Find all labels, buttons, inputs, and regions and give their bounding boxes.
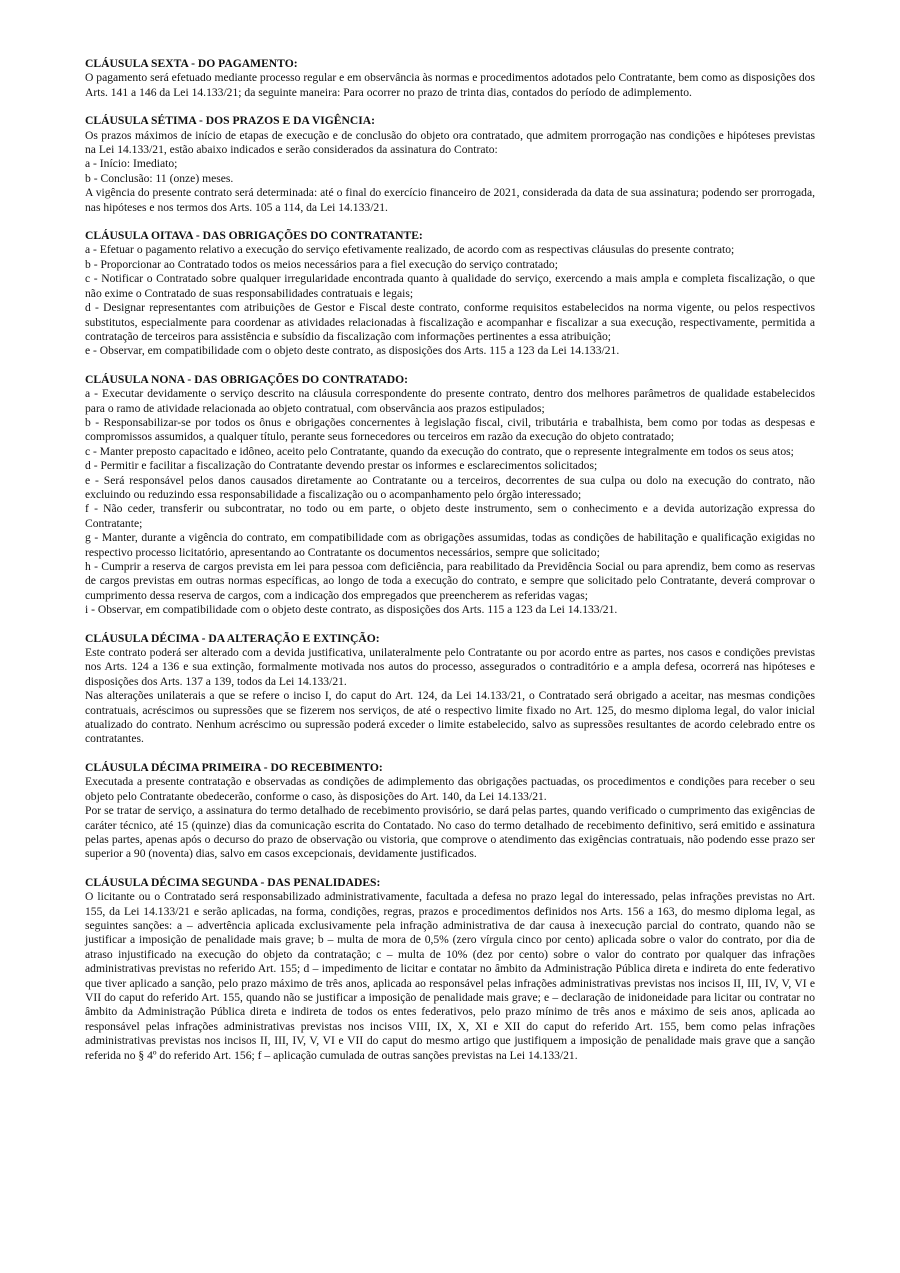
- clause-paragraph: Por se tratar de serviço, a assinatura do termo detalhado de recebimento provisório, se dará pelas partes, quando verificado o cumprimento das exigências de caráter técnico, até 15 (quinze) dias da comunicação escrita do Contatado. No caso do termo detalhado de recebimento definitivo, será emitido e assinatura pelas partes, apenas após o decurso do prazo de observação ou vistoria, que comprove o atendimento das exigências contratuais, não podendo esse prazo ser superior a 90 (noventa) dias, salvo em casos excepcionais, devidamente justificados.: [85, 804, 815, 861]
- clause-decima-primeira: [85, 761, 815, 862]
- clause-heading: CLÁUSULA DÉCIMA PRIMEIRA - DO RECEBIMENTO:: [85, 760, 383, 774]
- clause-item: a - Efetuar o pagamento relativo a execução do serviço efetivamente realizado, de acordo com as respectivas cláusulas do presente contrato;: [85, 243, 735, 257]
- clause-item: f - Não ceder, transferir ou subcontratar, no todo ou em parte, o objeto deste instrumento, sem o conhecimento e a devida autorização expressa do Contratante;: [85, 502, 815, 530]
- clause-sexta: [85, 57, 815, 100]
- clause-item: e - Observar, em compatibilidade com o objeto deste contrato, as disposições dos Arts. 115 a 123 da Lei 14.133/21.: [85, 344, 620, 358]
- clause-paragraph: O licitante ou o Contratado será responsabilizado administrativamente, facultada a defesa no prazo legal do interessado, pelas infrações previstas no Art. 155, da Lei 14.133/21 e serão aplicadas, na forma, condições, regras, prazos e procedimentos definidos nos Arts. 156 a 163, do mesmo diploma legal, as seguintes sanções: a – advertência aplicada exclusivamente pela infração administrativa de dar causa à inexecução parcial do contrato, quando não se justificar a imposição de penalidade mais grave; b – multa de mora de 0,5% (zero vírgula cinco por cento) aplicada sobre o valor do contrato, por dia de atraso injustificado na execução do objeto da contratação; c – multa de 10% (dez por cento) sobre o valor do contrato por qualquer das infrações administrativas previstas no referido Art. 155; d – impedimento de licitar e contatar no âmbito da Administração Pública direta e indireta do ente federativo que tiver aplicado a sanção, pelo prazo máximo de três anos, aplicada ao responsável pelas infrações administrativas previstas nos incisos II, III, IV, V, VI e VII do caput do referido Art. 155, quando não se justificar a imposição de penalidade mais grave; e – declaração de inidoneidade para licitar ou contratar no âmbito da Administração Pública direta e indireta de todos os entes federativos, pelo prazo mínimo de três anos e máximo de seis anos, aplicada ao responsável pelas infrações administrativas previstas nos incisos VIII, IX, X, XI e XII do caput do referido Art. 155, bem como pelas infrações administrativas previstas nos incisos II, III, IV, V, VI e VII do caput do mesmo artigo que justifiquem a imposição de penalidade mais grave que a sanção referida no § 4º do referido Art. 156; f – aplicação cumulada de outras sanções previstas na Lei 14.133/21.: [85, 890, 815, 1062]
- clause-item: i - Observar, em compatibilidade com o objeto deste contrato, as disposições dos Arts. 115 a 123 da Lei 14.133/21.: [85, 603, 618, 617]
- clause-heading: CLÁUSULA NONA - DAS OBRIGAÇÕES DO CONTRATADO:: [85, 372, 408, 386]
- clause-item: a - Início: Imediato;: [85, 157, 178, 171]
- clause-item: b - Proporcionar ao Contratado todos os meios necessários para a fiel execução do serviço contratado;: [85, 257, 558, 271]
- clause-item: e - Será responsável pelos danos causados diretamente ao Contratante ou a terceiros, decorrentes de sua culpa ou dolo na execução do contrato, não excluindo ou reduzindo essa responsabilidade a fiscalização ou o acompanhamento pelo órgão interessado;: [85, 473, 815, 501]
- clause-paragraph: Executada a presente contratação e observadas as condições de adimplemento das obrigações pactuadas, os procedimentos e condições para receber o seu objeto pelo Contratante obedecerão, conforme o caso, às disposições do Art. 140, da Lei 14.133/21.: [85, 775, 815, 803]
- clause-item: d - Permitir e facilitar a fiscalização do Contratante devendo prestar os informes e esclarecimentos solicitados;: [85, 459, 598, 473]
- clause-decima: [85, 632, 815, 747]
- clause-paragraph: O pagamento será efetuado mediante processo regular e em observância às normas e procedimentos adotados pelo Contratante, bem como as disposições dos Arts. 141 a 146 da Lei 14.133/21; da seguinte maneira: Para ocorrer no prazo de trinta dias, contados do período de adimplemento.: [85, 71, 815, 99]
- clause-setima: [85, 114, 815, 215]
- clause-heading: CLÁUSULA SÉTIMA - DOS PRAZOS E DA VIGÊNCIA:: [85, 114, 376, 128]
- clause-item: h - Cumprir a reserva de cargos prevista em lei para pessoa com deficiência, para reabilitado da Previdência Social ou para aprendiz, bem como as reservas de cargos previstas em outras normas específicas, ao longo de toda a execução do contrato, e sempre que solicitado pelo Contratante, deverá comprovar o cumprimento dessa reserva de cargos, com a indicação dos empregados que preencherem as referidas vagas;: [85, 560, 815, 602]
- clause-item: d - Designar representantes com atribuições de Gestor e Fiscal deste contrato, conforme requisitos estabelecidos na norma vigente, ou pelos respectivos substitutos, especialmente para coordenar as atividades relacionadas à fiscalização e acompanhar e fiscalizar a sua execução, respectivamente, permitida a contratação de terceiros para assistência e subsídio da fiscalização com informações pertinentes a essa atribuição;: [85, 301, 815, 343]
- clause-heading: CLÁUSULA SEXTA - DO PAGAMENTO:: [85, 57, 298, 70]
- clause-item: c - Manter preposto capacitado e idôneo, aceito pelo Contratante, quando da execução do contrato, que o represente integralmente em todos os seus atos;: [85, 444, 794, 458]
- clause-item: b - Responsabilizar-se por todos os ônus e obrigações concernentes à legislação fiscal, civil, tributária e trabalhista, bem como por todas as despesas e compromissos assumidos, a qualquer título, perante seus fornecedores ou terceiros em razão da execução do objeto contratado;: [85, 415, 815, 444]
- clause-item: b - Conclusão: 11 (onze) meses.: [85, 171, 234, 185]
- clause-paragraph: Nas alterações unilaterais a que se refere o inciso I, do caput do Art. 124, da Lei 14.133/21, o Contratado será obrigado a aceitar, nas mesmas condições contratuais, acréscimos ou supressões que se fizerem nos serviços, de até o respectivo limite fixado no Art. 125, do mesmo diploma legal, do valor inicial atualizado do contrato. Nenhum acréscimo ou supressão poderá exceder o limite estabelecido, salvo as supressões resultantes de acordo celebrado entre os contratantes.: [85, 689, 815, 746]
- clause-paragraph: Os prazos máximos de início de etapas de execução e de conclusão do objeto ora contratado, que admitem prorrogação nas condições e hipóteses previstas na Lei 14.133/21, estão abaixo indicados e serão considerados da assinatura do Contrato:: [85, 128, 815, 157]
- clause-nona: [85, 373, 815, 618]
- clause-oitava: [85, 229, 815, 359]
- clause-item: a - Executar devidamente o serviço descrito na cláusula correspondente do presente contrato, dentro dos melhores parâmetros de qualidade estabelecidos para o ramo de atividade relacionada ao objeto contratual, com observância aos prazos estipulados;: [85, 387, 815, 415]
- clause-decima-segunda: [85, 876, 815, 1063]
- clause-item: g - Manter, durante a vigência do contrato, em compatibilidade com as obrigações assumidas, todas as condições de habilitação e qualificação exigidas no respectivo processo licitatório, apresentando ao Contratante os documentos necessários, sempre que solicitado;: [85, 531, 815, 559]
- clause-paragraph: A vigência do presente contrato será determinada: até o final do exercício financeiro de 2021, considerada da data de sua assinatura; podendo ser prorrogada, nas hipóteses e nos termos dos Arts. 105 a 114, da Lei 14.133/21.: [85, 186, 815, 214]
- clause-heading: CLÁUSULA OITAVA - DAS OBRIGAÇÕES DO CONTRATANTE:: [85, 229, 423, 243]
- clause-item: c - Notificar o Contratado sobre qualquer irregularidade encontrada quanto à qualidade do serviço, exercendo a mais ampla e completa fiscalização, o que não exime o Contratado de suas responsabilidades contratuais e legais;: [85, 272, 815, 300]
- clause-paragraph: Este contrato poderá ser alterado com a devida justificativa, unilateralmente pelo Contratante ou por acordo entre as partes, nos casos e condições previstas nos Arts. 124 a 136 e sua extinção, formalmente motivada nos autos do processo, assegurados o contraditório e a ampla defesa, ocorrerá nas hipóteses e disposições dos Arts. 137 a 139, todos da Lei 14.133/21.: [85, 646, 815, 688]
- clause-heading: CLÁUSULA DÉCIMA SEGUNDA - DAS PENALIDADES:: [85, 875, 381, 889]
- clause-heading: CLÁUSULA DÉCIMA - DA ALTERAÇÃO E EXTINÇÃO:: [85, 631, 380, 645]
